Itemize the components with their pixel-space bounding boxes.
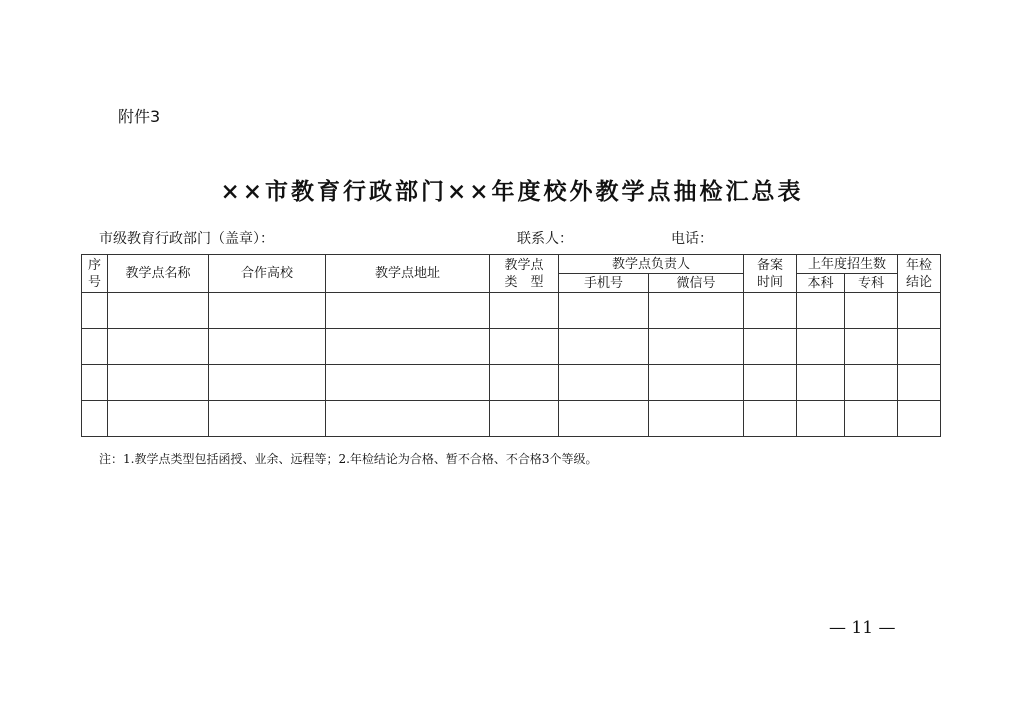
col-header-leader-group: 教学点负责人 [559, 255, 744, 274]
table-cell [845, 365, 898, 401]
table-cell [326, 329, 490, 365]
table-cell [559, 401, 649, 437]
table-cell [108, 401, 209, 437]
table-cell [649, 401, 744, 437]
col-header-undergrad: 本科 [797, 274, 845, 293]
table-cell [845, 293, 898, 329]
table-cell [326, 401, 490, 437]
table-cell [898, 329, 941, 365]
table-cell [744, 329, 797, 365]
table-cell [559, 329, 649, 365]
table-cell [326, 365, 490, 401]
table-cell [797, 365, 845, 401]
table-cell [490, 293, 559, 329]
table-cell [209, 293, 326, 329]
col-header-check-result: 年检 结论 [898, 255, 941, 293]
col-header-type: 教学点 类 型 [490, 255, 559, 293]
table-cell [797, 329, 845, 365]
table-row [82, 365, 941, 401]
col-header-name: 教学点名称 [108, 255, 209, 293]
col-header-seq: 序 号 [82, 255, 108, 293]
col-header-record-time: 备案 时间 [744, 255, 797, 293]
col-header-junior: 专科 [845, 274, 898, 293]
table-cell [209, 329, 326, 365]
phone-label: 电话： [671, 231, 713, 247]
table-cell [649, 365, 744, 401]
table-cell [108, 365, 209, 401]
col-header-wechat: 微信号 [649, 274, 744, 293]
table-cell [490, 365, 559, 401]
table-cell [209, 365, 326, 401]
document-title: ××市教育行政部门××年度校外教学点抽检汇总表 [220, 178, 804, 205]
col-header-address: 教学点地址 [326, 255, 490, 293]
table-cell [797, 401, 845, 437]
table-cell [744, 401, 797, 437]
footnote: 注：1.教学点类型包括函授、业余、远程等；2.年检结论为合格、暂不合格、不合格3个等级。 [99, 452, 598, 466]
table-cell [82, 293, 108, 329]
table-cell [490, 329, 559, 365]
page-number: — 11 — [829, 618, 896, 638]
table-cell [490, 401, 559, 437]
table-cell [108, 329, 209, 365]
table-cell [326, 293, 490, 329]
table-cell [82, 329, 108, 365]
table-cell [649, 293, 744, 329]
table-cell [898, 365, 941, 401]
attachment-label: 附件3 [118, 107, 161, 126]
table-cell [898, 293, 941, 329]
table-cell [559, 365, 649, 401]
table-row [82, 293, 941, 329]
col-header-phone: 手机号 [559, 274, 649, 293]
table-cell [744, 293, 797, 329]
table-cell [744, 365, 797, 401]
table-row [82, 401, 941, 437]
table-row [82, 329, 941, 365]
table-cell [898, 401, 941, 437]
table-cell [845, 401, 898, 437]
col-header-partner: 合作高校 [209, 255, 326, 293]
col-header-enroll-group: 上年度招生数 [797, 255, 898, 274]
table-cell [649, 329, 744, 365]
table-cell [209, 401, 326, 437]
summary-table [81, 254, 941, 437]
table-cell [797, 293, 845, 329]
contact-label: 联系人： [517, 231, 573, 247]
table-cell [82, 401, 108, 437]
table-cell [82, 365, 108, 401]
table-cell [845, 329, 898, 365]
table-cell [559, 293, 649, 329]
dept-label: 市级教育行政部门（盖章）： [99, 231, 274, 247]
table-cell [108, 293, 209, 329]
